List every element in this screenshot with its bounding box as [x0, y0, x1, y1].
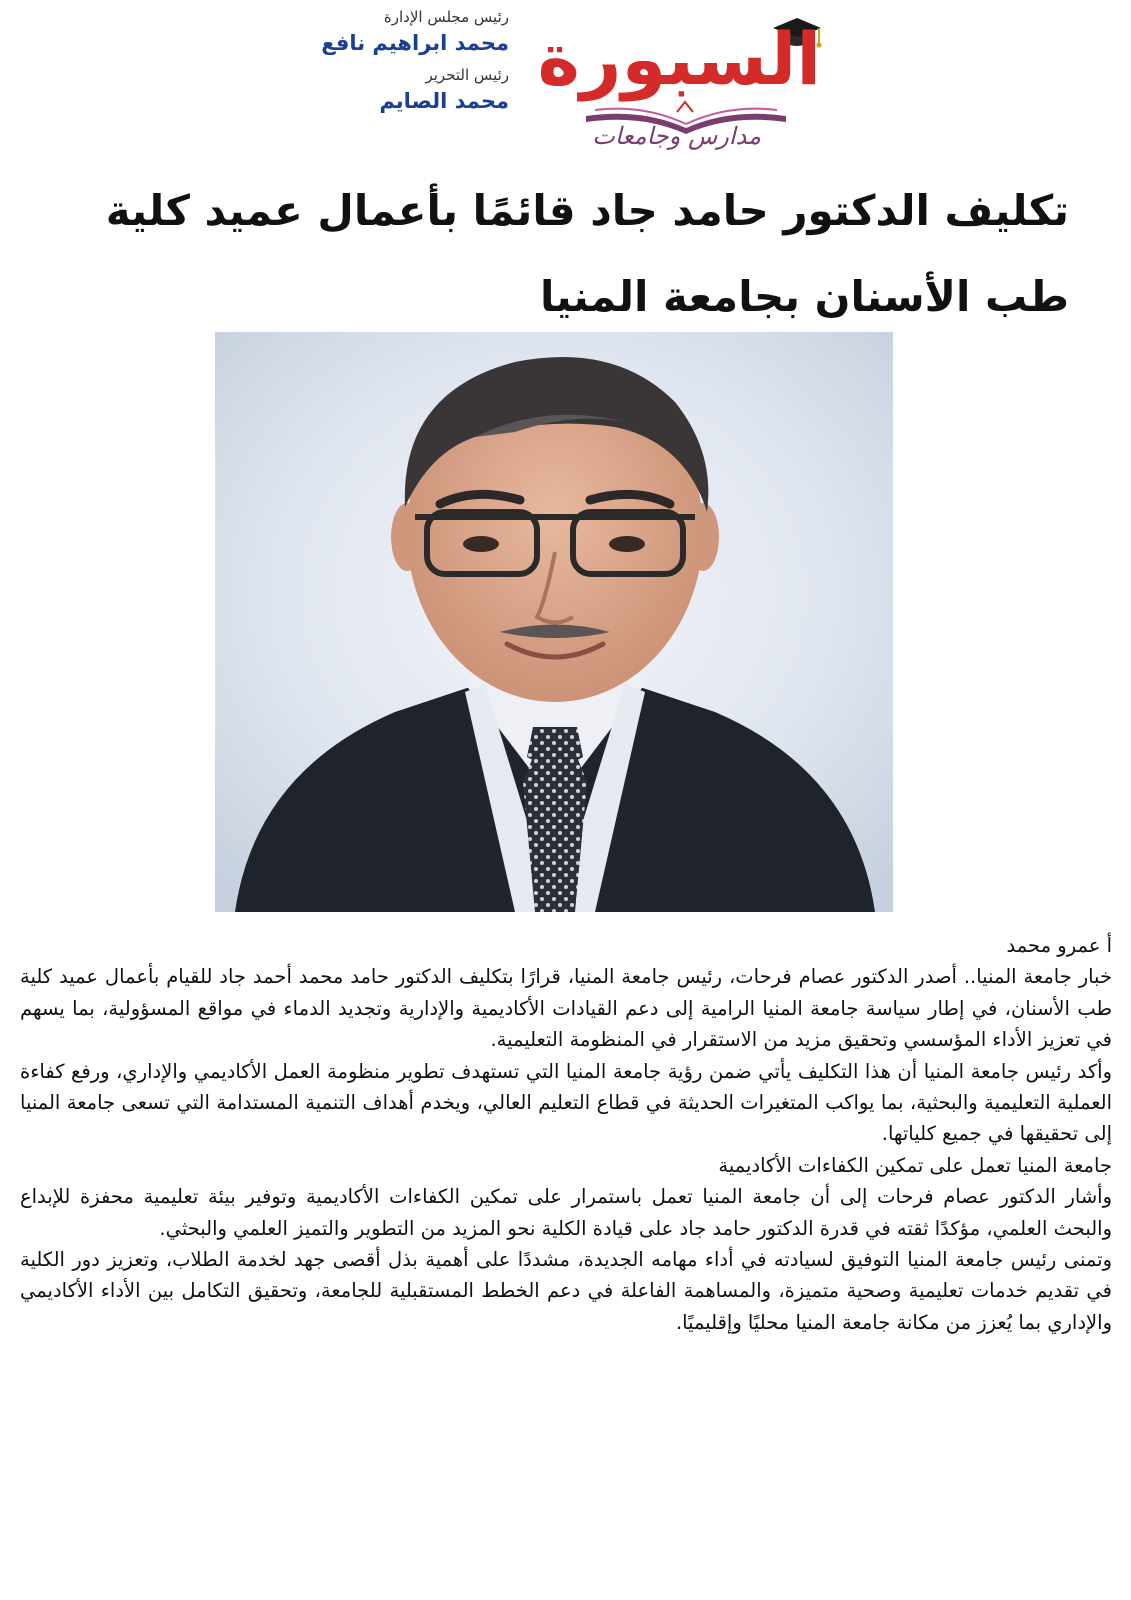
logo-title: السبورة — [537, 17, 821, 101]
masthead — [0, 0, 1131, 160]
board-chairman-role: رئيس مجلس الإدارة — [383, 8, 509, 26]
article-photo — [215, 332, 893, 912]
article-body — [20, 930, 1112, 1338]
article-paragraph: وأكد رئيس جامعة المنيا أن هذا التكليف يأتي ضمن رؤية جامعة المنيا التي تستهدف تطوير منظومة العمل الأكاديمي والإداري، ورفع كفاءة العملية التعليمية والبحثية، بما يواكب المتغيرات الحديثة في قطاع التعليم العالي، ويخدم أهداف التنمية المستدامة التي تسعى جامعة المنيا إلى تحقيقها في جميع كلياتها. — [20, 1059, 1112, 1146]
staff-credits — [321, 6, 509, 122]
article-headline: تكليف الدكتور حامد جاد قائمًا بأعمال عميد كلية طب الأسنان بجامعة المنيا — [105, 186, 1069, 321]
article-paragraph: خبار جامعة المنيا.. أصدر الدكتور عصام فرحات، رئيس جامعة المنيا، قرارًا بتكليف الدكتور حامد محمد أحمد جاد للقيام بأعمال عميد كلية طب الأسنان، في إطار سياسة جامعة المنيا الرامية إلى دعم القيادات الأكاديمية والإدارية وتجديد الدماء في مواقع المسؤولية، بما يسهم في تعزيز الأداء المؤسسي وتحقيق مزيد من الاستقرار في المنظومة التعليمية. — [20, 965, 1112, 1052]
article-paragraph: وتمنى رئيس جامعة المنيا التوفيق لسيادته في أداء مهامه الجديدة، مشددًا على أهمية بذل أقصى جهد لخدمة الطلاب، وتعزيز دور الكلية في تقديم خدمات تعليمية وصحية متميزة، والمساهمة الفاعلة في دعم الخطط المستقبلية للجامعة، وتحقيق التكامل بين الأداء الأكاديمي والإداري بما يُعزز من مكانة جامعة المنيا محليًا وإقليميًا. — [20, 1248, 1112, 1334]
article-subheading: جامعة المنيا تعمل على تمكين الكفاءات الأكاديمية — [718, 1153, 1112, 1177]
editor-name: محمد الصايم — [379, 89, 509, 113]
newspaper-logo[interactable] — [531, 14, 831, 154]
article-byline: أ عمرو محمد — [1006, 934, 1112, 957]
editor-role: رئيس التحرير — [425, 66, 509, 84]
board-chairman-name: محمد ابراهيم نافع — [321, 31, 509, 55]
logo-subtitle: مدارس وجامعات — [592, 122, 761, 150]
article-paragraph: وأشار الدكتور عصام فرحات إلى أن جامعة المنيا تعمل باستمرار على تمكين الكفاءات الأكاديمية وتوفير بيئة تعليمية محفزة للإبداع والبحث العلمي، مؤكدًا ثقته في قدرة الدكتور حامد جاد على قيادة الكلية نحو المزيد من التطوير والتميز العلمي والبحثي. — [20, 1185, 1112, 1240]
portrait-illustration — [215, 332, 893, 912]
